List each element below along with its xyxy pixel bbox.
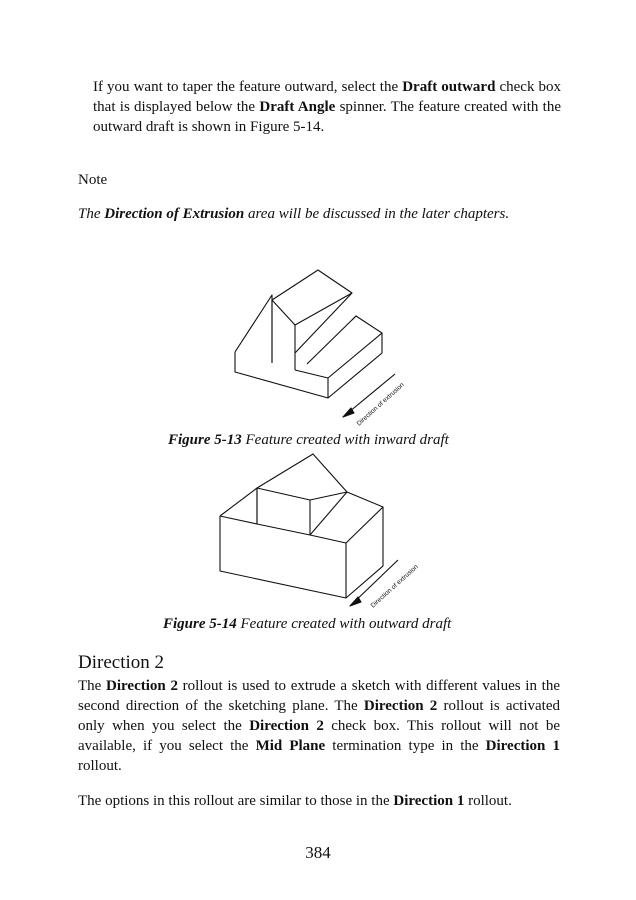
draft-outward-term: Draft outward [402,79,496,95]
figure-5-13-caption-text: Feature created with inward draft [241,432,449,448]
dir2-text-4: check box. This rollout will not be available, if you select the [78,718,560,754]
figure-5-14-caption [163,616,451,633]
outward-arrow-head [350,597,361,606]
options-paragraph [78,791,560,811]
draft-angle-term: Draft Angle [259,99,336,115]
options-text-2: rollout. [464,793,512,809]
dir2-text-3: rollout is activated only when you select the [78,698,560,734]
outward-tall-top-edge [257,488,310,500]
figure-5-14-drawing [210,448,425,613]
figure-5-14-caption-text: Feature created with outward draft [236,616,452,632]
note-body [78,206,509,223]
intro-text-2: check box that is displayed below the [93,79,562,115]
inward-left-step [235,295,272,363]
outward-arrow-label: Direction of extrusion [369,563,420,610]
dir2-text-6: rollout. [78,758,122,774]
direction-1-term: Direction 1 [485,738,560,754]
note-label: Note [78,172,108,188]
figure-5-14-number: Figure 5-14 [163,616,237,632]
inward-tall-top-edge [295,293,352,325]
inward-tall-edge [272,300,295,325]
note-text-1: The [78,206,105,222]
mid-plane-term: Mid Plane [255,738,326,754]
inward-step-edge [307,316,356,364]
page-number: 384 [305,843,331,862]
outward-left-step [220,488,257,524]
intro-text-1: If you want to taper the feature outward, select the [93,79,403,95]
options-text-1: The options in this rollout are similar to those in the [78,793,394,809]
section-heading: Direction 2 [78,652,165,673]
figure-5-13-number: Figure 5-13 [168,432,242,448]
direction-of-extrusion-term: Direction of Extrusion [104,206,245,222]
inward-tall-block [272,270,352,370]
dir2-term-1: Direction 2 [106,678,178,694]
intro-paragraph [93,77,561,137]
outward-base-side [346,507,383,598]
dir2-text-2: rollout is used to extrude a sketch with different values in the second direction of the sketching plane. The [78,678,560,714]
intro-text-3: spinner. The feature created with the outward draft is shown in Figure 5-14. [93,99,562,135]
outward-base-front [220,516,346,598]
options-direction-1-term: Direction 1 [393,793,465,809]
note-text-2: area will be discussed in the later chapters. [244,206,510,222]
figure-5-13-caption [168,432,449,449]
dir2-term-2: Direction 2 [363,698,438,714]
inward-arrow-head [343,408,354,417]
dir2-text-1: The [78,678,107,694]
outward-right-step [310,492,383,543]
inward-base-side [328,333,382,398]
inward-right-step [295,316,382,378]
dir2-term-3: Direction 2 [249,718,324,734]
direction-2-paragraph [78,676,560,776]
dir2-text-5: termination type in the [325,738,486,754]
inward-arrow-label: Direction of extrusion [355,381,406,427]
figure-5-13-drawing [225,262,415,427]
